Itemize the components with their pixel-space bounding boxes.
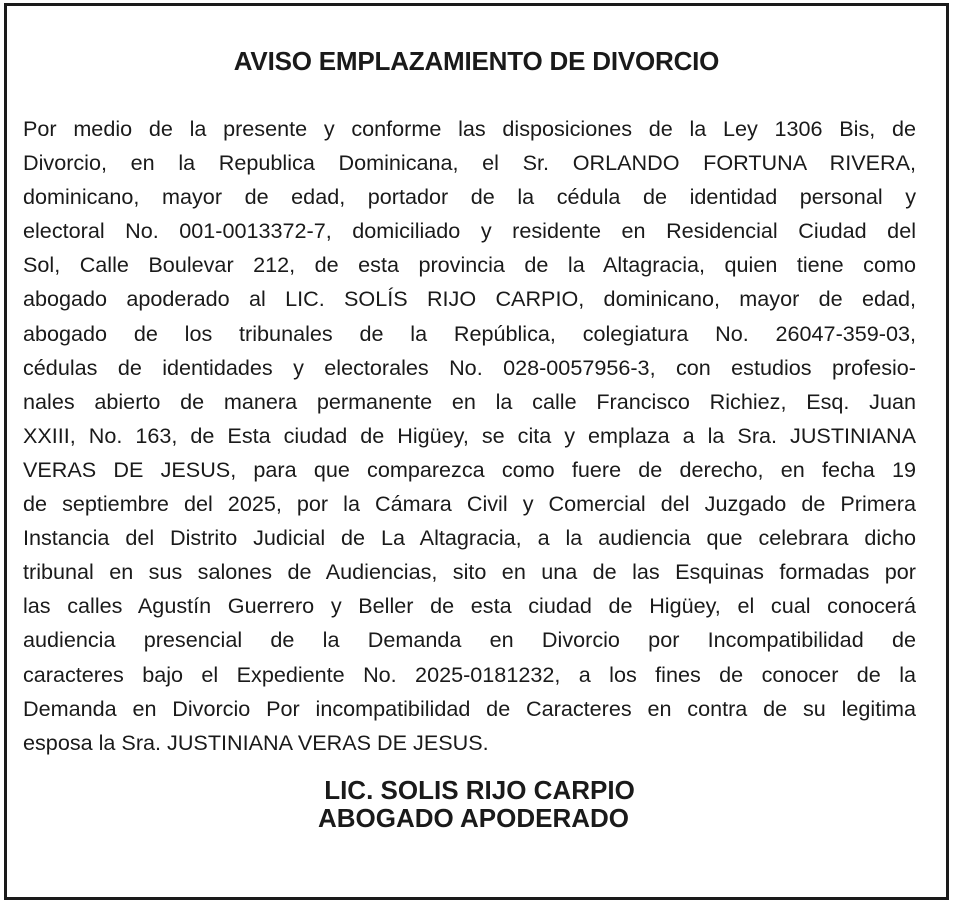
body-line: nales abierto de manera permanente en la calle Francisco Richiez, Esq. Juan <box>23 388 916 414</box>
body-line: Demanda en Divorcio Por incompatibilidad de Caracteres en contra de su legitima <box>23 695 916 721</box>
body-line: XXIII, No. 163, de Esta ciudad de Higüey, se cita y emplaza a la Sra. JUSTINIANA <box>23 422 916 448</box>
body-line: Divorcio, en la Republica Dominicana, el Sr. ORLANDO FORTUNA RIVERA, <box>23 150 916 176</box>
body-line: las calles Agustín Guerrero y Beller de esta ciudad de Higüey, el cual conocerá <box>23 593 916 619</box>
signature-block <box>0 776 953 832</box>
notice-body <box>23 112 916 760</box>
body-line: esposa la Sra. JUSTINIANA VERAS DE JESUS. <box>23 729 489 755</box>
body-line: de septiembre del 2025, por la Cámara Civil y Comercial del Juzgado de Primera <box>23 491 916 517</box>
body-line: VERAS DE JESUS, para que comparezca como fuere de derecho, en fecha 19 <box>23 456 916 482</box>
body-line: Sol, Calle Boulevar 212, de esta provincia de la Altagracia, quien tiene como <box>23 252 916 278</box>
notice-title: AVISO EMPLAZAMIENTO DE DIVORCIO <box>233 46 720 76</box>
body-line: audiencia presencial de la Demanda en Divorcio por Incompatibilidad de <box>23 627 916 653</box>
body-line: dominicano, mayor de edad, portador de la cédula de identidad personal y <box>23 184 916 210</box>
body-line: abogado apoderado al LIC. SOLÍS RIJO CARPIO, dominicano, mayor de edad, <box>23 286 916 312</box>
body-line: tribunal en sus salones de Audiencias, sito en una de las Esquinas formadas por <box>23 559 916 585</box>
body-line: abogado de los tribunales de la República, colegiatura No. 26047-359-03, <box>23 320 916 346</box>
body-line: Instancia del Distrito Judicial de La Altagracia, a la audiencia que celebrara dicho <box>23 525 916 551</box>
signature-role: ABOGADO APODERADO <box>317 803 630 833</box>
body-line: cédulas de identidades y electorales No. 028-0057956-3, con estudios profesio- <box>23 354 916 380</box>
body-line: caracteres bajo el Expediente No. 2025-0181232, a los fines de conocer de la <box>23 661 916 687</box>
signature-name: LIC. SOLIS RIJO CARPIO <box>324 775 635 805</box>
body-line: electoral No. 001-0013372-7, domiciliado y residente en Residencial Ciudad del <box>23 218 916 244</box>
body-line: Por medio de la presente y conforme las disposiciones de la Ley 1306 Bis, de <box>23 116 916 141</box>
